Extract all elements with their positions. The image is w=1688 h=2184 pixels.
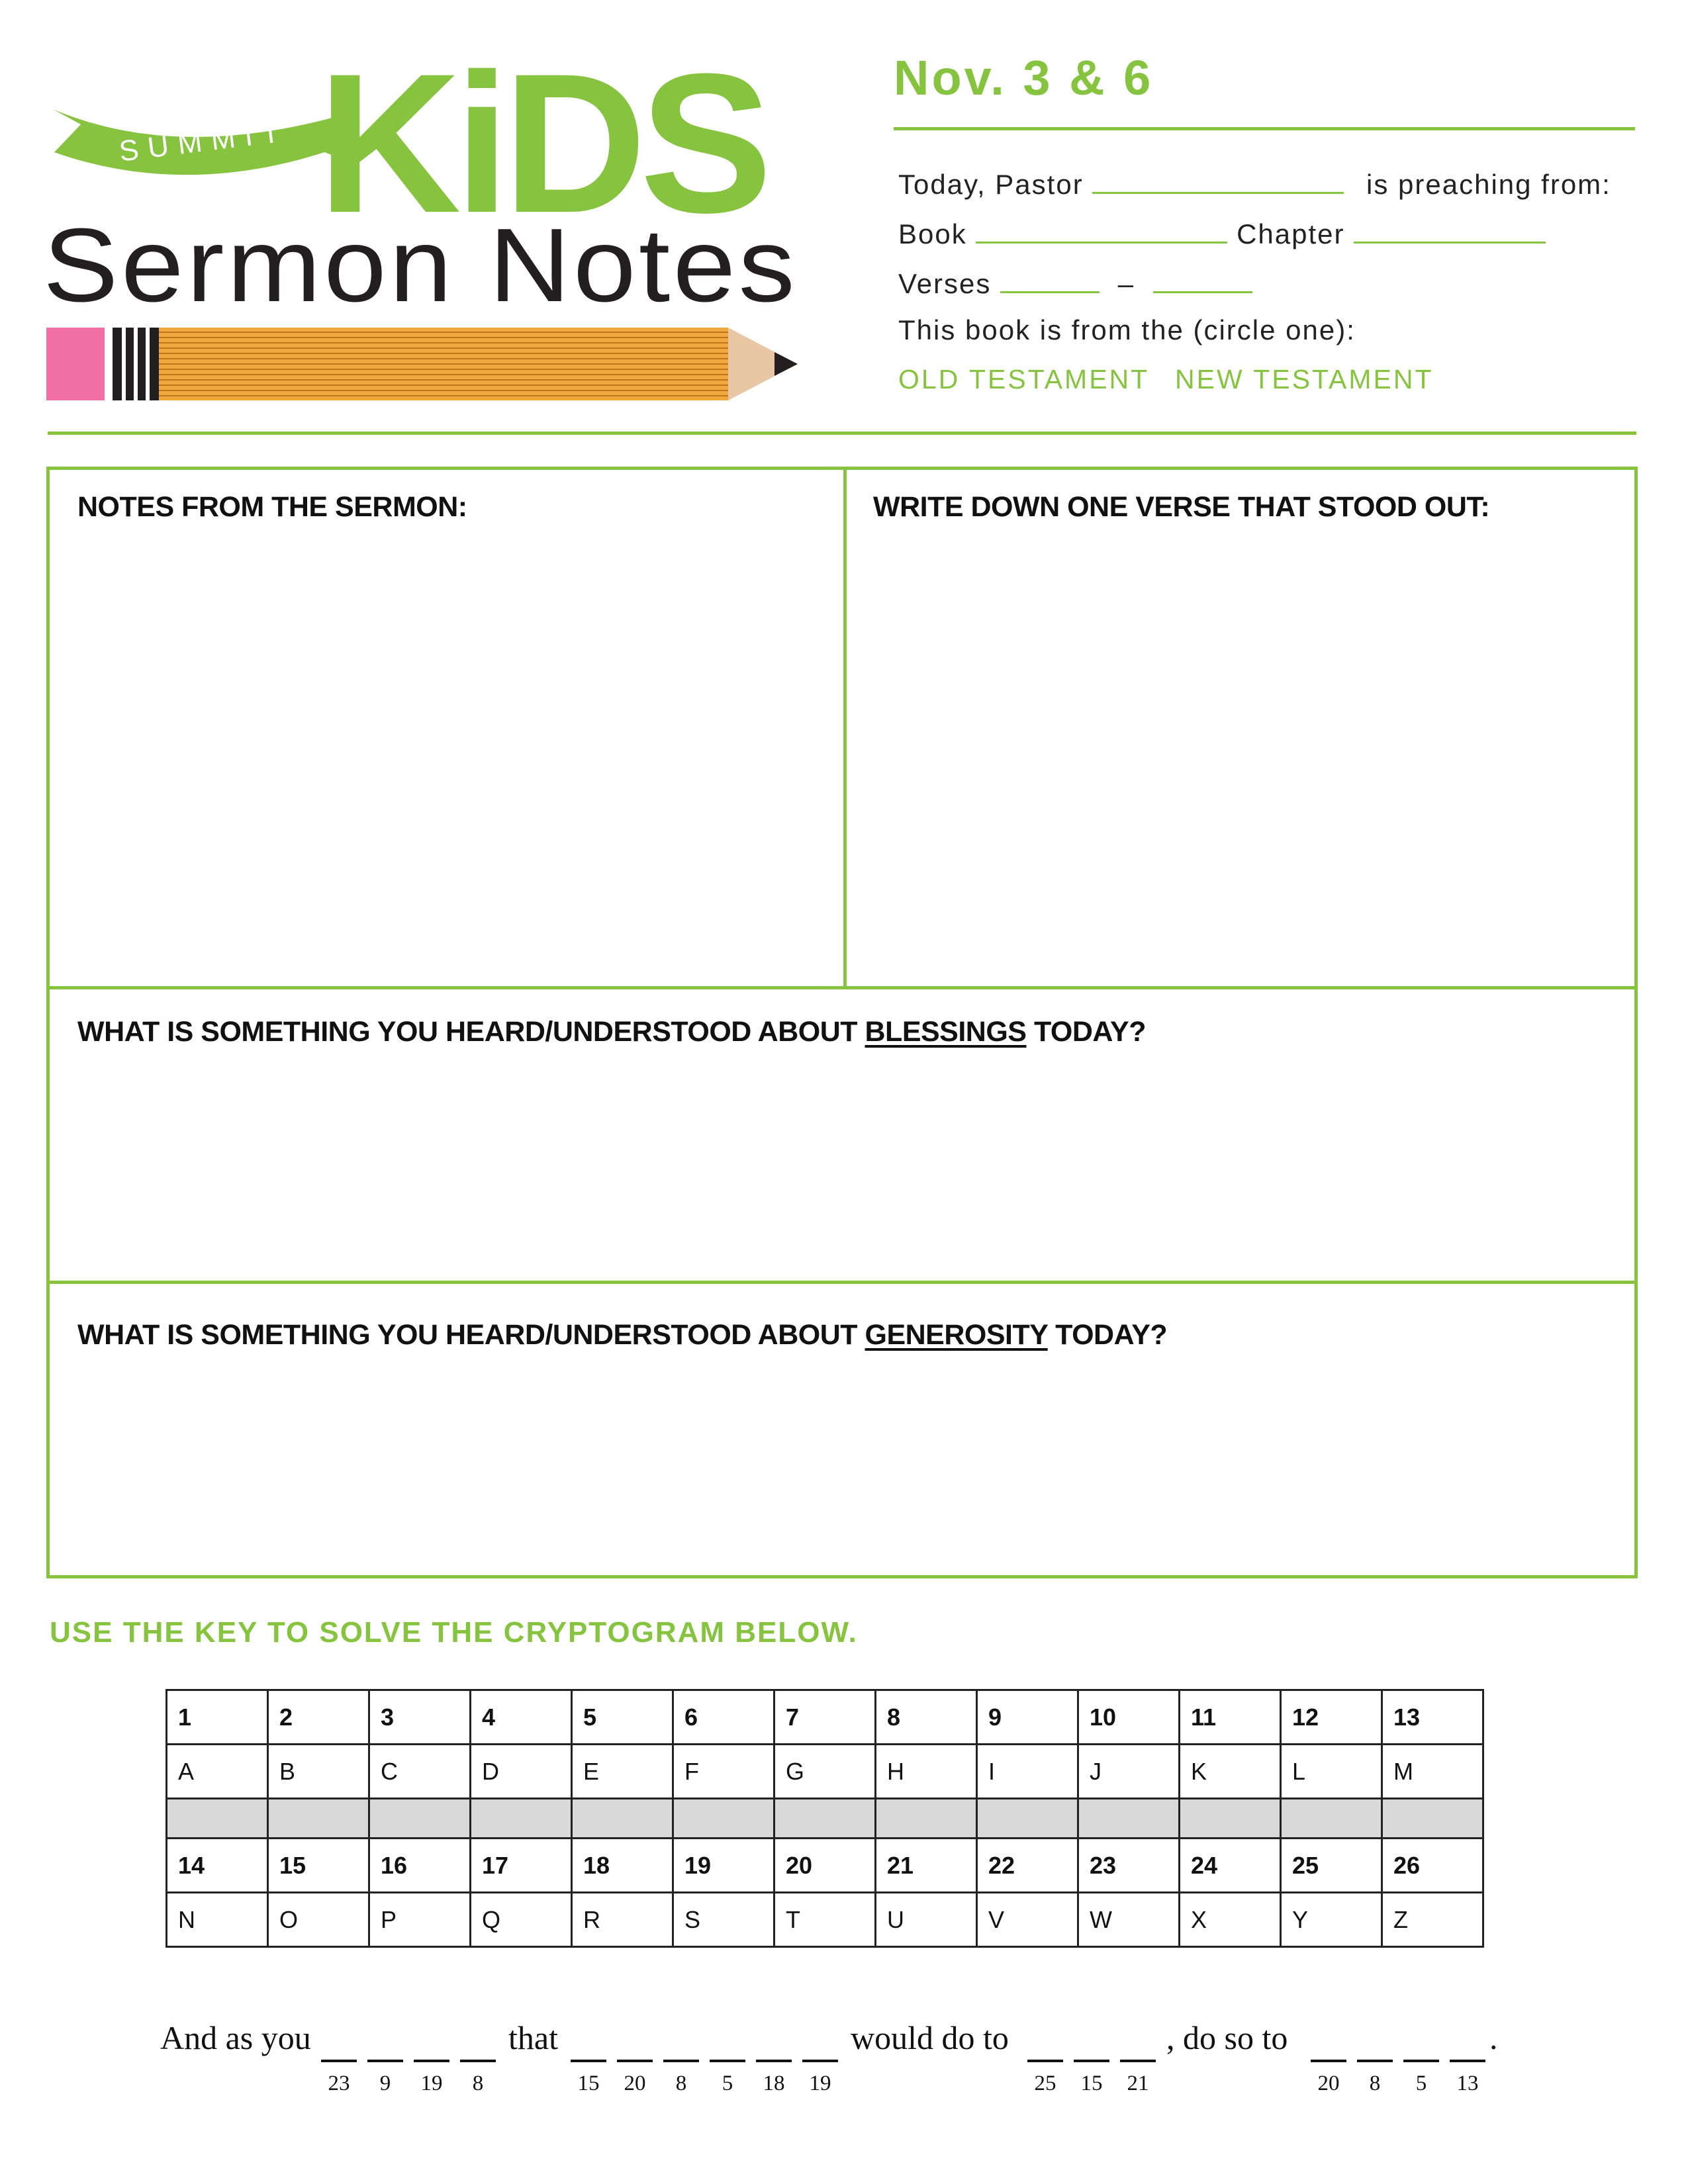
key-number-cell: 25 [1281, 1839, 1382, 1893]
key-number-cell: 21 [876, 1839, 977, 1893]
key-number-cell: 15 [268, 1839, 369, 1893]
answer-number-hint: 5 [1415, 2071, 1427, 2095]
answer-letter-slot[interactable] [571, 2060, 606, 2062]
key-letter-cell: R [572, 1893, 673, 1947]
key-gray-cell [1180, 1799, 1281, 1839]
pencil-icon [46, 328, 798, 400]
key-letter-cell: C [369, 1745, 471, 1799]
summit-kids-logo [40, 46, 834, 417]
answer-letter-slot[interactable] [710, 2060, 745, 2062]
key-number-cell: 22 [977, 1839, 1078, 1893]
new-testament-option[interactable]: NEW TESTAMENT [1175, 364, 1434, 394]
generosity-box-title [77, 1319, 1167, 1351]
answer-letter-slot[interactable] [1027, 2060, 1063, 2062]
key-number-cell: 3 [369, 1690, 471, 1745]
key-number-cell: 4 [471, 1690, 572, 1745]
key-letter-cell: A [167, 1745, 268, 1799]
key-letter-cell: M [1382, 1745, 1483, 1799]
verse-box-title: WRITE DOWN ONE VERSE THAT STOOD OUT: [873, 491, 1490, 523]
blessings-box-title [77, 1016, 1146, 1048]
answer-letter-slot[interactable] [1450, 2060, 1485, 2062]
key-number-cell: 1 [167, 1690, 268, 1745]
key-number-cell: 13 [1382, 1690, 1483, 1745]
answer-number-hint: 18 [763, 2071, 785, 2095]
answer-letter-slot[interactable] [1311, 2060, 1346, 2062]
sentence-part: , do so to [1166, 2019, 1288, 2056]
key-letter-cell: Q [471, 1893, 572, 1947]
key-letter-cell: K [1180, 1745, 1281, 1799]
key-gray-row [167, 1799, 1483, 1839]
answer-number-hint: 8 [675, 2071, 687, 2095]
key-gray-cell [876, 1799, 977, 1839]
sentence-part: that [508, 2019, 558, 2056]
key-number-cell: 16 [369, 1839, 471, 1893]
verses-label: Verses [898, 268, 992, 299]
pastor-suffix: is preaching from: [1366, 169, 1611, 200]
key-letter-cell: H [876, 1745, 977, 1799]
answer-letter-slot[interactable] [460, 2060, 496, 2062]
answer-letter-slot[interactable] [1357, 2060, 1393, 2062]
sentence-part: . [1489, 2019, 1498, 2056]
key-letter-cell: E [572, 1745, 673, 1799]
key-gray-cell [572, 1799, 673, 1839]
answer-letter-slot[interactable] [663, 2060, 699, 2062]
key-letter-cell: U [876, 1893, 977, 1947]
key-letter-cell: X [1180, 1893, 1281, 1947]
key-number-row [167, 1839, 1483, 1893]
answer-number-hint: 5 [722, 2071, 733, 2095]
blessings-writing-area[interactable] [50, 1059, 1634, 1281]
verse-start-field[interactable] [1000, 265, 1100, 293]
sentence-part: And as you [160, 2019, 311, 2056]
notes-box-title: NOTES FROM THE SERMON: [77, 491, 467, 523]
blessings-suffix: TODAY? [1026, 1016, 1146, 1048]
answer-number-hint: 25 [1034, 2071, 1056, 2095]
summit-banner-text: SUMMIT [117, 114, 291, 168]
key-letter-cell: G [774, 1745, 876, 1799]
key-letter-row [167, 1745, 1483, 1799]
key-letter-cell: W [1078, 1893, 1180, 1947]
key-letter-row [167, 1893, 1483, 1947]
key-letter-cell: V [977, 1893, 1078, 1947]
key-letter-cell: N [167, 1893, 268, 1947]
key-letter-cell: T [774, 1893, 876, 1947]
key-number-cell: 18 [572, 1839, 673, 1893]
answer-number-hint: 19 [809, 2071, 831, 2095]
grid-line [46, 1575, 1638, 1578]
key-letter-cell: F [673, 1745, 774, 1799]
verses-line [898, 265, 1252, 300]
key-letter-cell: I [977, 1745, 1078, 1799]
key-number-cell: 26 [1382, 1839, 1483, 1893]
generosity-word: GENEROSITY [865, 1319, 1048, 1351]
pastor-name-field[interactable] [1092, 165, 1344, 194]
verse-writing-area[interactable] [847, 529, 1634, 986]
section-divider [48, 432, 1636, 435]
key-letter-cell: J [1078, 1745, 1180, 1799]
key-letter-cell: D [471, 1745, 572, 1799]
key-number-cell: 20 [774, 1839, 876, 1893]
key-gray-cell [673, 1799, 774, 1839]
chapter-field[interactable] [1354, 215, 1546, 244]
answer-number-hint: 21 [1127, 2071, 1149, 2095]
key-number-cell: 2 [268, 1690, 369, 1745]
key-number-cell: 14 [167, 1839, 268, 1893]
answer-number-hint: 20 [1317, 2071, 1340, 2095]
answer-number-hint: 20 [624, 2071, 646, 2095]
key-number-cell: 10 [1078, 1690, 1180, 1745]
key-number-cell: 5 [572, 1690, 673, 1745]
answer-letter-slot[interactable] [802, 2060, 838, 2062]
old-testament-option[interactable]: OLD TESTAMENT [898, 364, 1150, 394]
answer-number-hint: 15 [577, 2071, 600, 2095]
answer-letter-slot[interactable] [1403, 2060, 1439, 2062]
key-number-cell: 17 [471, 1839, 572, 1893]
key-letter-cell: Y [1281, 1893, 1382, 1947]
sermon-date: Nov. 3 & 6 [894, 50, 1154, 105]
testament-prompt: This book is from the (circle one): [898, 314, 1356, 345]
answer-letter-slot[interactable] [756, 2060, 792, 2062]
key-number-cell: 7 [774, 1690, 876, 1745]
blessings-prefix: WHAT IS SOMETHING YOU HEARD/UNDERSTOOD ABOUT [77, 1016, 865, 1048]
generosity-writing-area[interactable] [50, 1360, 1634, 1575]
blessings-word: BLESSINGS [865, 1016, 1027, 1048]
key-letter-cell: B [268, 1745, 369, 1799]
key-letter-cell: L [1281, 1745, 1382, 1799]
answer-number-hint: 15 [1080, 2071, 1103, 2095]
key-number-cell: 8 [876, 1690, 977, 1745]
answer-letter-slot[interactable] [367, 2060, 403, 2062]
generosity-suffix: TODAY? [1047, 1319, 1168, 1351]
key-number-cell: 23 [1078, 1839, 1180, 1893]
key-number-cell: 12 [1281, 1690, 1382, 1745]
pastor-prefix: Today, Pastor [898, 169, 1084, 200]
key-number-cell: 24 [1180, 1839, 1281, 1893]
verse-end-field[interactable] [1153, 265, 1252, 293]
pastor-line [898, 165, 1611, 201]
key-gray-cell [369, 1799, 471, 1839]
key-letter-cell: S [673, 1893, 774, 1947]
key-letter-cell: O [268, 1893, 369, 1947]
grid-line [46, 1281, 1638, 1284]
book-field[interactable] [976, 215, 1227, 244]
verses-dash: – [1117, 268, 1135, 299]
answer-number-hint: 9 [379, 2071, 391, 2095]
answer-number-hint: 23 [328, 2071, 350, 2095]
key-gray-cell [1382, 1799, 1483, 1839]
chapter-label: Chapter [1237, 218, 1345, 250]
answer-letter-slot[interactable] [1120, 2060, 1156, 2062]
cryptogram-heading: USE THE KEY TO SOLVE THE CRYPTOGRAM BELOW. [50, 1616, 858, 1649]
key-letter-cell: P [369, 1893, 471, 1947]
sermon-notes-title: Sermon Notes [43, 207, 798, 324]
key-gray-cell [268, 1799, 369, 1839]
answer-letter-slot[interactable] [1074, 2060, 1109, 2062]
answer-letter-slot[interactable] [617, 2060, 653, 2062]
sentence-part: would do to [851, 2019, 1009, 2056]
key-number-cell: 19 [673, 1839, 774, 1893]
answer-letter-slot[interactable] [414, 2060, 449, 2062]
cryptogram-key-table [165, 1689, 1484, 1948]
generosity-prefix: WHAT IS SOMETHING YOU HEARD/UNDERSTOOD ABOUT [77, 1319, 865, 1351]
key-gray-cell [471, 1799, 572, 1839]
answer-number-hint: 19 [420, 2071, 443, 2095]
answer-number-hint: 8 [1369, 2071, 1381, 2095]
answer-number-hint: 13 [1456, 2071, 1479, 2095]
kids-wordmark: KiDS [318, 46, 766, 254]
answer-letter-slot[interactable] [321, 2060, 357, 2062]
key-number-cell: 6 [673, 1690, 774, 1745]
key-number-row [167, 1690, 1483, 1745]
key-gray-cell [1281, 1799, 1382, 1839]
key-gray-cell [1078, 1799, 1180, 1839]
header-divider [894, 127, 1635, 130]
key-number-cell: 11 [1180, 1690, 1281, 1745]
key-gray-cell [167, 1799, 268, 1839]
key-letter-cell: Z [1382, 1893, 1483, 1947]
grid-line [46, 467, 1638, 470]
notes-writing-area[interactable] [50, 529, 843, 986]
book-label: Book [898, 218, 967, 250]
book-line [898, 215, 1546, 250]
answer-number-hint: 8 [472, 2071, 484, 2095]
grid-line [46, 986, 1638, 989]
key-number-cell: 9 [977, 1690, 1078, 1745]
key-gray-cell [977, 1799, 1078, 1839]
key-gray-cell [774, 1799, 876, 1839]
summit-banner [53, 109, 351, 175]
grid-line [1634, 467, 1638, 1578]
